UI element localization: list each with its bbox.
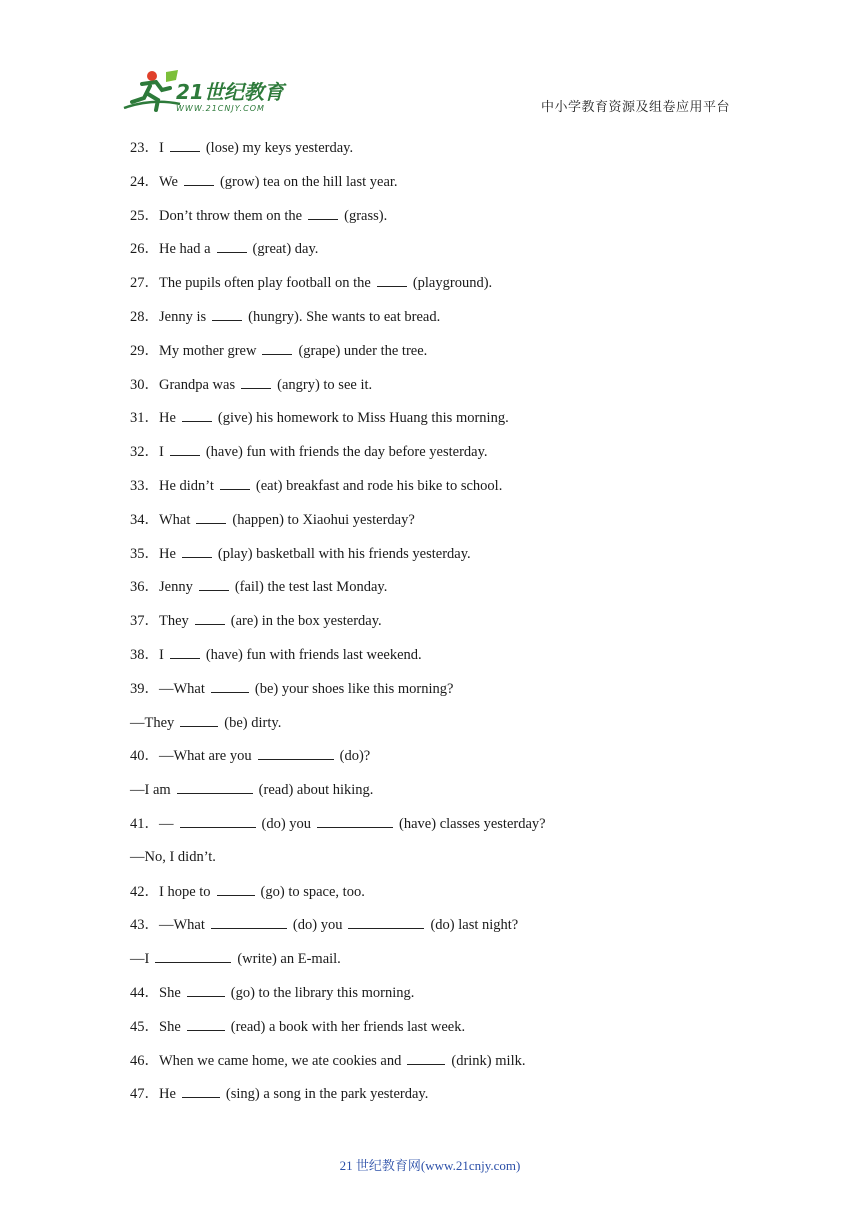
question-text: (drink) milk. bbox=[451, 1052, 526, 1069]
question-line bbox=[130, 948, 750, 982]
question-text: (play) basketball with his friends yesterday. bbox=[217, 545, 471, 562]
question-text: (have) fun with friends last weekend. bbox=[205, 646, 422, 663]
question-number: 30． bbox=[130, 376, 159, 393]
answer-blank[interactable] bbox=[199, 576, 229, 591]
logo-url: WWW.21CNJY.COM bbox=[176, 104, 265, 113]
question-line bbox=[130, 509, 750, 543]
question-text: What bbox=[159, 511, 191, 528]
question-text: (read) a book with her friends last week. bbox=[230, 1018, 466, 1035]
answer-blank[interactable] bbox=[220, 475, 250, 490]
question-text: When we came home, we ate cookies and bbox=[159, 1052, 402, 1069]
question-line bbox=[130, 374, 750, 408]
question-text: (grape) under the tree. bbox=[298, 342, 428, 359]
answer-blank[interactable] bbox=[196, 509, 226, 524]
question-text: (playground). bbox=[412, 275, 493, 292]
question-number: 23． bbox=[130, 140, 159, 156]
answer-blank[interactable] bbox=[217, 238, 247, 253]
question-line bbox=[130, 1050, 750, 1084]
answer-blank[interactable] bbox=[212, 306, 242, 321]
question-number: 41． bbox=[130, 815, 159, 832]
question-list bbox=[130, 137, 750, 1117]
question-text: (read) about hiking. bbox=[258, 782, 374, 799]
question-text: (lose) my keys yesterday. bbox=[205, 140, 354, 156]
question-text: (grass). bbox=[344, 207, 388, 224]
question-text: (sing) a song in the park yesterday. bbox=[225, 1086, 429, 1103]
question-number: 37． bbox=[130, 613, 159, 630]
question-line bbox=[130, 205, 750, 239]
question-text: I bbox=[159, 444, 164, 461]
question-text: (be) your shoes like this morning? bbox=[254, 680, 454, 697]
question-line bbox=[130, 644, 750, 678]
question-number: 26． bbox=[130, 241, 159, 258]
answer-blank[interactable] bbox=[262, 340, 292, 355]
answer-blank[interactable] bbox=[195, 610, 225, 625]
question-text: (hungry). She wants to eat bread. bbox=[248, 308, 441, 325]
answer-blank[interactable] bbox=[258, 745, 334, 760]
answer-blank[interactable] bbox=[211, 678, 249, 693]
question-number: 39． bbox=[130, 680, 159, 697]
answer-blank[interactable] bbox=[155, 948, 231, 963]
question-text: (do) last night? bbox=[430, 917, 519, 934]
question-text: (go) to the library this morning. bbox=[230, 984, 415, 1001]
answer-blank[interactable] bbox=[184, 171, 214, 186]
question-line bbox=[130, 576, 750, 610]
question-text: (be) dirty. bbox=[224, 714, 282, 731]
question-text: —What bbox=[159, 680, 205, 697]
question-text: He bbox=[159, 1086, 176, 1103]
question-number: 40． bbox=[130, 748, 159, 765]
question-number: 38． bbox=[130, 646, 159, 663]
answer-blank[interactable] bbox=[187, 982, 225, 997]
question-text: Grandpa was bbox=[159, 376, 236, 393]
question-number: 28． bbox=[130, 308, 159, 325]
question-text: —I am bbox=[130, 782, 171, 799]
question-line bbox=[130, 813, 750, 847]
question-text: (have) classes yesterday? bbox=[399, 815, 546, 832]
question-number: 32． bbox=[130, 444, 159, 461]
page-footer: 21 世纪教育网(www.21cnjy.com) bbox=[339, 1158, 521, 1173]
question-line bbox=[130, 678, 750, 712]
question-text: —They bbox=[130, 714, 175, 731]
question-text: (are) in the box yesterday. bbox=[230, 613, 382, 630]
question-number: 43． bbox=[130, 917, 159, 934]
question-text: (do)? bbox=[339, 748, 371, 765]
answer-blank[interactable] bbox=[180, 712, 218, 727]
question-number: 31． bbox=[130, 410, 159, 427]
question-line bbox=[130, 441, 750, 475]
question-text: (do) you bbox=[292, 917, 343, 934]
runner-logo-icon bbox=[122, 68, 292, 116]
answer-blank[interactable] bbox=[241, 374, 271, 389]
question-line bbox=[130, 543, 750, 577]
question-number: 42． bbox=[130, 883, 159, 900]
answer-blank[interactable] bbox=[317, 813, 393, 828]
question-text: They bbox=[159, 613, 189, 630]
answer-blank[interactable] bbox=[217, 881, 255, 896]
answer-blank[interactable] bbox=[348, 914, 424, 929]
question-text: I bbox=[159, 646, 164, 663]
answer-blank[interactable] bbox=[182, 407, 212, 422]
question-text: — bbox=[159, 815, 174, 832]
answer-blank[interactable] bbox=[407, 1050, 445, 1065]
question-line bbox=[130, 914, 750, 948]
question-number: 36． bbox=[130, 579, 159, 596]
question-text: He bbox=[159, 410, 176, 427]
answer-blank[interactable] bbox=[180, 813, 256, 828]
question-text: Jenny is bbox=[159, 308, 207, 325]
question-number: 35． bbox=[130, 545, 159, 562]
question-number: 27． bbox=[130, 275, 159, 292]
question-text: (eat) breakfast and rode his bike to school. bbox=[255, 477, 503, 494]
question-line bbox=[130, 745, 750, 779]
answer-blank[interactable] bbox=[182, 1083, 220, 1098]
answer-blank[interactable] bbox=[170, 644, 200, 659]
question-number: 24． bbox=[130, 173, 159, 190]
question-number: 45． bbox=[130, 1018, 159, 1035]
answer-blank[interactable] bbox=[170, 441, 200, 456]
logo-text: 21世纪教育 bbox=[176, 80, 284, 104]
question-text: (give) his homework to Miss Huang this morning. bbox=[217, 410, 509, 427]
question-line bbox=[130, 1083, 750, 1117]
question-line bbox=[130, 137, 750, 171]
question-text: (grow) tea on the hill last year. bbox=[219, 173, 398, 190]
question-text: He had a bbox=[159, 241, 211, 258]
platform-name: 中小学教育资源及组卷应用平台 bbox=[540, 100, 730, 115]
answer-blank[interactable] bbox=[377, 272, 407, 287]
question-text: —I bbox=[130, 951, 150, 968]
question-text: (have) fun with friends the day before yesterday. bbox=[205, 444, 488, 461]
question-number: 46． bbox=[130, 1052, 159, 1069]
question-number: 29． bbox=[130, 342, 159, 359]
question-line bbox=[130, 475, 750, 509]
site-logo bbox=[122, 68, 292, 116]
question-line bbox=[130, 881, 750, 915]
question-text: —No, I didn’t. bbox=[130, 848, 216, 865]
question-line bbox=[130, 340, 750, 374]
answer-blank[interactable] bbox=[187, 1016, 225, 1031]
question-line bbox=[130, 171, 750, 205]
question-text: She bbox=[159, 984, 181, 1001]
question-text: She bbox=[159, 1018, 181, 1035]
question-text: My mother grew bbox=[159, 342, 257, 359]
question-text: He bbox=[159, 545, 176, 562]
question-text: (fail) the test last Monday. bbox=[234, 579, 388, 596]
question-text: (great) day. bbox=[252, 241, 319, 258]
question-line bbox=[130, 779, 750, 813]
question-line bbox=[130, 712, 750, 746]
question-text: (happen) to Xiaohui yesterday? bbox=[232, 511, 415, 528]
answer-blank[interactable] bbox=[182, 543, 212, 558]
question-number: 33． bbox=[130, 477, 159, 494]
question-number: 34． bbox=[130, 511, 159, 528]
question-text: Don’t throw them on the bbox=[159, 207, 303, 224]
question-line bbox=[130, 306, 750, 340]
answer-blank[interactable] bbox=[308, 205, 338, 220]
question-line bbox=[130, 982, 750, 1016]
question-text: (do) you bbox=[261, 815, 312, 832]
question-line bbox=[130, 610, 750, 644]
question-text: —What are you bbox=[159, 748, 252, 765]
question-text: —What bbox=[159, 917, 205, 934]
question-text: I hope to bbox=[159, 883, 211, 900]
question-line bbox=[130, 272, 750, 306]
question-text: He didn’t bbox=[159, 477, 214, 494]
question-line bbox=[130, 238, 750, 272]
question-line bbox=[130, 847, 750, 881]
answer-blank[interactable] bbox=[170, 137, 200, 152]
question-text: (write) an E-mail. bbox=[237, 951, 341, 968]
question-line bbox=[130, 407, 750, 441]
question-text: (angry) to see it. bbox=[277, 376, 373, 393]
question-text: We bbox=[159, 173, 178, 190]
answer-blank[interactable] bbox=[177, 779, 253, 794]
page-header bbox=[0, 0, 860, 130]
question-number: 47． bbox=[130, 1086, 159, 1103]
question-line bbox=[130, 1016, 750, 1050]
question-text: The pupils often play football on the bbox=[159, 275, 371, 292]
question-text: (go) to space, too. bbox=[260, 883, 365, 900]
answer-blank[interactable] bbox=[211, 914, 287, 929]
question-number: 44． bbox=[130, 984, 159, 1001]
question-text: I bbox=[159, 140, 164, 156]
question-number: 25． bbox=[130, 207, 159, 224]
question-text: Jenny bbox=[159, 579, 193, 596]
